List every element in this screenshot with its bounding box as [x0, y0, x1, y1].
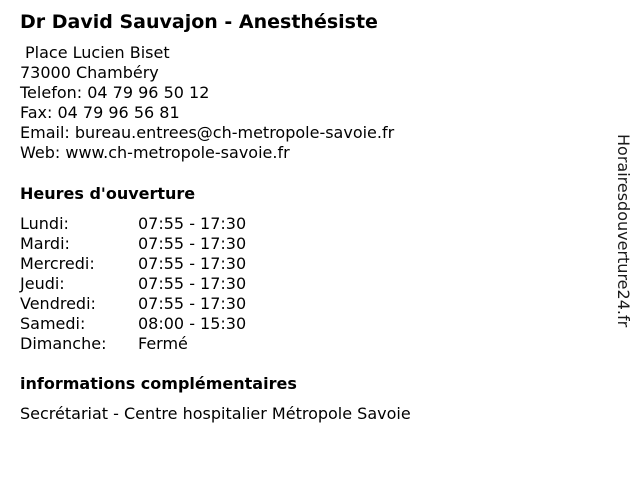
hours-day: Mardi: — [20, 234, 70, 253]
phone-number: Telefon: 04 79 96 50 12 — [20, 83, 210, 102]
hours-time: Fermé — [138, 334, 188, 353]
opening-hours-heading: Heures d'ouverture — [20, 184, 196, 203]
website-address: Web: www.ch-metropole-savoie.fr — [20, 143, 290, 162]
hours-day: Jeudi: — [20, 274, 65, 293]
hours-day: Lundi: — [20, 214, 69, 233]
hours-day: Dimanche: — [20, 334, 107, 353]
hours-row-monday — [20, 214, 246, 234]
hours-time: 07:55 - 17:30 — [138, 214, 247, 233]
hours-day: Samedi: — [20, 314, 86, 333]
hours-row-tuesday — [20, 234, 246, 254]
hours-day: Mercredi: — [20, 254, 95, 273]
hours-row-friday — [20, 294, 246, 314]
hours-time: 07:55 - 17:30 — [138, 294, 247, 313]
additional-info-heading: informations complémentaires — [20, 374, 297, 393]
site-watermark: Horairesdouverture24.fr — [614, 134, 633, 328]
hours-row-wednesday — [20, 254, 246, 274]
hours-row-saturday — [20, 314, 246, 334]
page-title: Dr David Sauvajon - Anesthésiste — [20, 11, 378, 33]
street-address: Place Lucien Biset — [25, 43, 170, 62]
additional-info-text: Secrétariat - Centre hospitalier Métropole Savoie — [20, 404, 411, 423]
contact-block — [20, 43, 394, 163]
hours-time: 07:55 - 17:30 — [138, 234, 247, 253]
hours-time: 07:55 - 17:30 — [138, 274, 247, 293]
email-address: Email: bureau.entrees@ch-metropole-savoie.fr — [20, 123, 395, 142]
hours-row-thursday — [20, 274, 246, 294]
hours-time: 08:00 - 15:30 — [138, 314, 247, 333]
hours-row-sunday — [20, 334, 246, 354]
hours-day: Vendredi: — [20, 294, 96, 313]
fax-number: Fax: 04 79 96 56 81 — [20, 103, 180, 122]
opening-hours-table — [20, 214, 246, 354]
hours-time: 07:55 - 17:30 — [138, 254, 247, 273]
city-postal-code: 73000 Chambéry — [20, 63, 159, 82]
